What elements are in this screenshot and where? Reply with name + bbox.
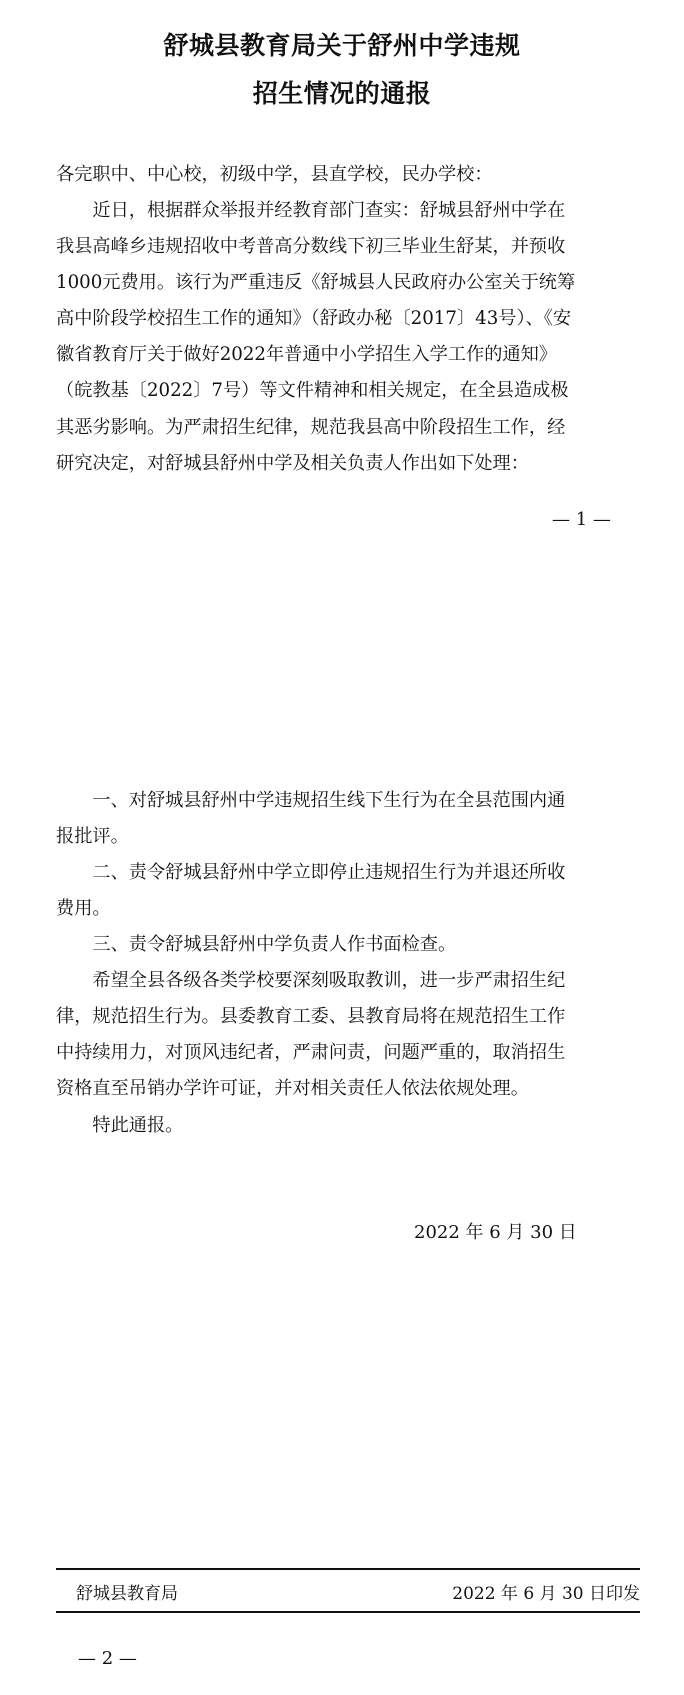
body-line: 律，规范招生行为。县委教育工委、县教育局将在规范招生工作 bbox=[56, 1006, 566, 1027]
body-line: 二、责令舒城县舒州中学立即停止违规招生行为并退还所收 bbox=[56, 862, 566, 883]
body-line: 特此通报。 bbox=[56, 1115, 184, 1136]
body-line: 三、责令舒城县舒州中学负责人作书面检查。 bbox=[56, 934, 457, 955]
body-line: 一、对舒城县舒州中学违规招生线下生行为在全县范围内通 bbox=[56, 790, 566, 811]
body-line: 希望全县各级各类学校要深刻吸取教训，进一步严肃招生纪 bbox=[56, 970, 566, 991]
body-line: 高中阶段学校招生工作的通知》（舒政办秘〔2017〕43号）、《安 bbox=[56, 308, 572, 329]
body-line: 中持续用力，对顶风违纪者，严肃问责，问题严重的，取消招生 bbox=[56, 1042, 566, 1063]
page-number: — 2 — bbox=[78, 1648, 137, 1669]
body-line: 费用。 bbox=[56, 898, 111, 919]
addressee-line: 各完职中、中心校，初级中学，县直学校，民办学校： bbox=[56, 164, 493, 185]
body-line: 我县高峰乡违规招收中考普高分数线下初三毕业生舒某，并预收 bbox=[56, 236, 566, 257]
footer-print-date: 2022 年 6 月 30 日印发 bbox=[452, 1584, 640, 1604]
page-number: — 1 — bbox=[552, 509, 611, 530]
signature-date: 2022 年 6 月 30 日 bbox=[414, 1222, 577, 1243]
body-line: 资格直至吊销办学许可证，并对相关责任人依法依规处理。 bbox=[56, 1078, 529, 1099]
document-title-line-2: 招生情况的通报 bbox=[252, 79, 432, 108]
body-line: 报批评。 bbox=[56, 826, 129, 847]
body-line: 研究决定，对舒城县舒州中学及相关负责人作出如下处理： bbox=[56, 453, 529, 474]
body-line: 其恶劣影响。为严肃招生纪律，规范我县高中阶段招生工作，经 bbox=[56, 417, 566, 438]
footer-rule-top bbox=[56, 1568, 640, 1570]
footer-issuer: 舒城县教育局 bbox=[76, 1584, 178, 1604]
body-line: 徽省教育厅关于做好2022年普通中小学招生入学工作的通知》 bbox=[56, 344, 557, 365]
document-title-line-1: 舒城县教育局关于舒州中学违规 bbox=[163, 31, 521, 60]
body-line: （皖教基〔2022〕7号）等文件精神和相关规定，在全县造成极 bbox=[56, 380, 569, 401]
footer-rule-bottom bbox=[56, 1611, 640, 1613]
body-line: 1000元费用。该行为严重违反《舒城县人民政府办公室关于统筹 bbox=[56, 272, 576, 293]
body-line: 近日，根据群众举报并经教育部门查实：舒城县舒州中学在 bbox=[56, 200, 566, 221]
